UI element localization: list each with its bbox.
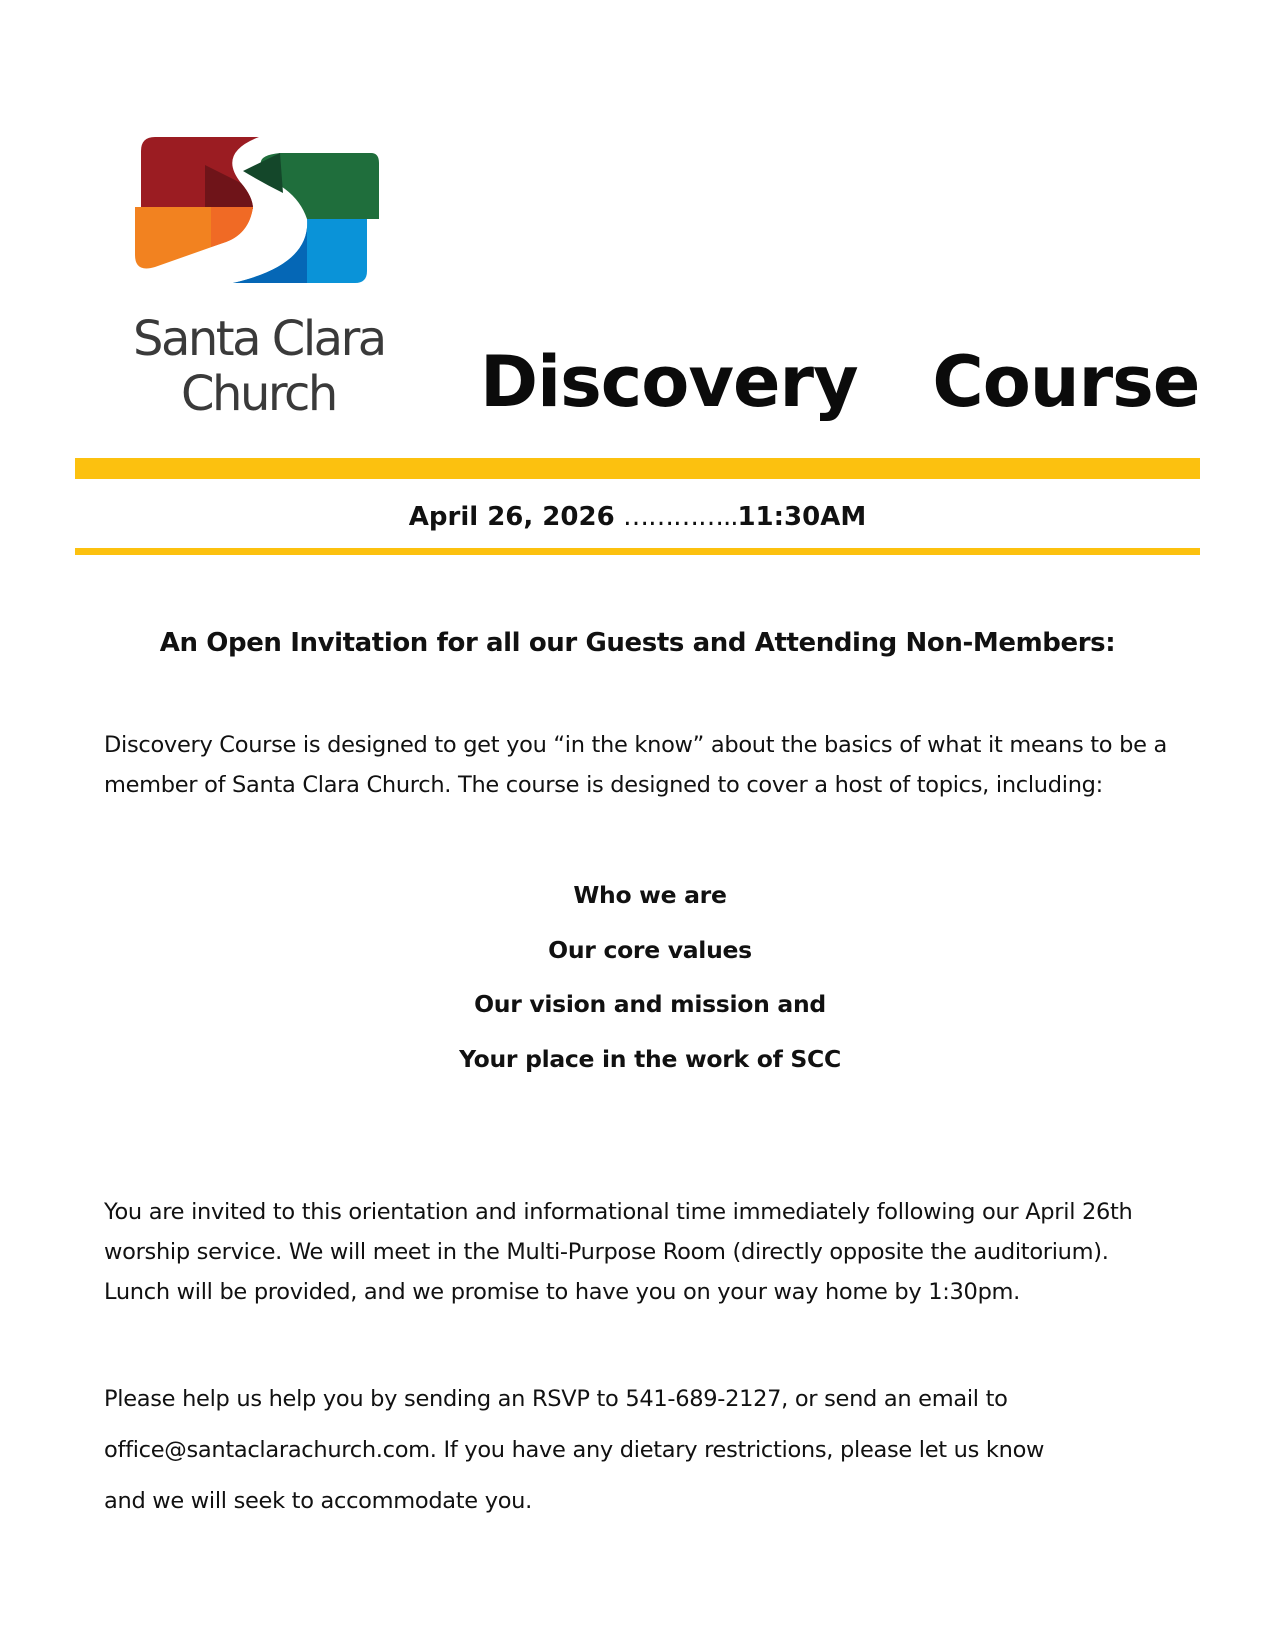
- top-accent-rule: [75, 458, 1200, 479]
- intro-line-2: member of Santa Clara Church. The course is designed to cover a host of topics, including:: [104, 772, 1103, 798]
- topics-list: [75, 868, 1225, 1086]
- rsvp-line-3: and we will seek to accommodate you.: [104, 1488, 532, 1514]
- intro-paragraph: [104, 725, 1214, 805]
- topic-item: Our vision and mission and: [474, 990, 826, 1018]
- rsvp-line-2: office@santaclarachurch.com. If you have any dietary restrictions, please let us know: [104, 1437, 1045, 1463]
- rsvp-line-1: Please help us help you by sending an RSVP to 541-689-2127, or send an email to: [104, 1386, 1008, 1412]
- logo-name-line2: Church: [181, 366, 336, 422]
- event-date: April 26, 2026: [408, 502, 615, 532]
- page-title: Discovery Course: [480, 341, 1200, 423]
- details-line-2: worship service. We will meet in the Multi-Purpose Room (directly opposite the auditorium).: [104, 1239, 1109, 1265]
- topic-item: Our core values: [548, 935, 752, 964]
- event-schedule: [75, 499, 1200, 535]
- event-time: 11:30AM: [737, 502, 867, 532]
- details-paragraph: [104, 1192, 1214, 1312]
- church-logo: [75, 90, 440, 435]
- santa-clara-s-logo-icon: [135, 135, 395, 295]
- schedule-leader-dots: …………..: [622, 502, 738, 532]
- topic-item: Your place in the work of SCC: [459, 1044, 841, 1073]
- logo-name-line1: Santa Clara: [133, 311, 385, 367]
- topic-item: Who we are: [573, 881, 727, 909]
- bottom-accent-rule: [75, 548, 1200, 555]
- invitation-heading: An Open Invitation for all our Guests and Attending Non-Members:: [159, 628, 1116, 658]
- logo-orange-dark-block: [211, 207, 253, 247]
- logo-wordmark: [133, 312, 443, 422]
- details-line-1: You are invited to this orientation and informational time immediately following our April 26th: [104, 1199, 1133, 1225]
- intro-line-1: Discovery Course is designed to get you “in the know” about the basics of what it means to be a: [104, 732, 1167, 758]
- rsvp-paragraph: [104, 1374, 1214, 1527]
- details-line-3: Lunch will be provided, and we promise to have you on your way home by 1:30pm.: [104, 1279, 1021, 1305]
